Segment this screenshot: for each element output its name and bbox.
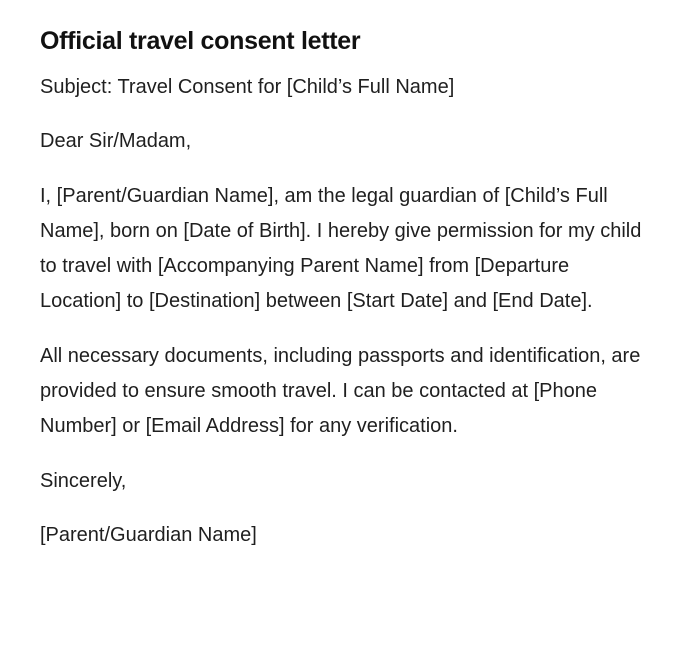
letter-closing: Sincerely, [40, 469, 127, 492]
letter-signature: [Parent/Guardian Name] [40, 523, 257, 546]
letter-paragraph-documents: All necessary documents, including passports and identification, are provided to ensure smooth travel. I can be contacted at [Phone Number] or [Email Address] for any verification. [40, 344, 641, 438]
letter-subject: Subject: Travel Consent for [Child’s Full Name] [40, 76, 455, 98]
letter-title: Official travel consent letter [40, 27, 361, 55]
letter-greeting: Dear Sir/Madam, [40, 130, 192, 153]
letter-paragraph-permission: I, [Parent/Guardian Name], am the legal guardian of [Child’s Full Name], born on [Date of Birth]. I hereby give permission for my child to travel with [Accompanying Parent Name] from [Departure Location] to [Destination] between [Start Date] and [End Date]. [40, 184, 642, 313]
